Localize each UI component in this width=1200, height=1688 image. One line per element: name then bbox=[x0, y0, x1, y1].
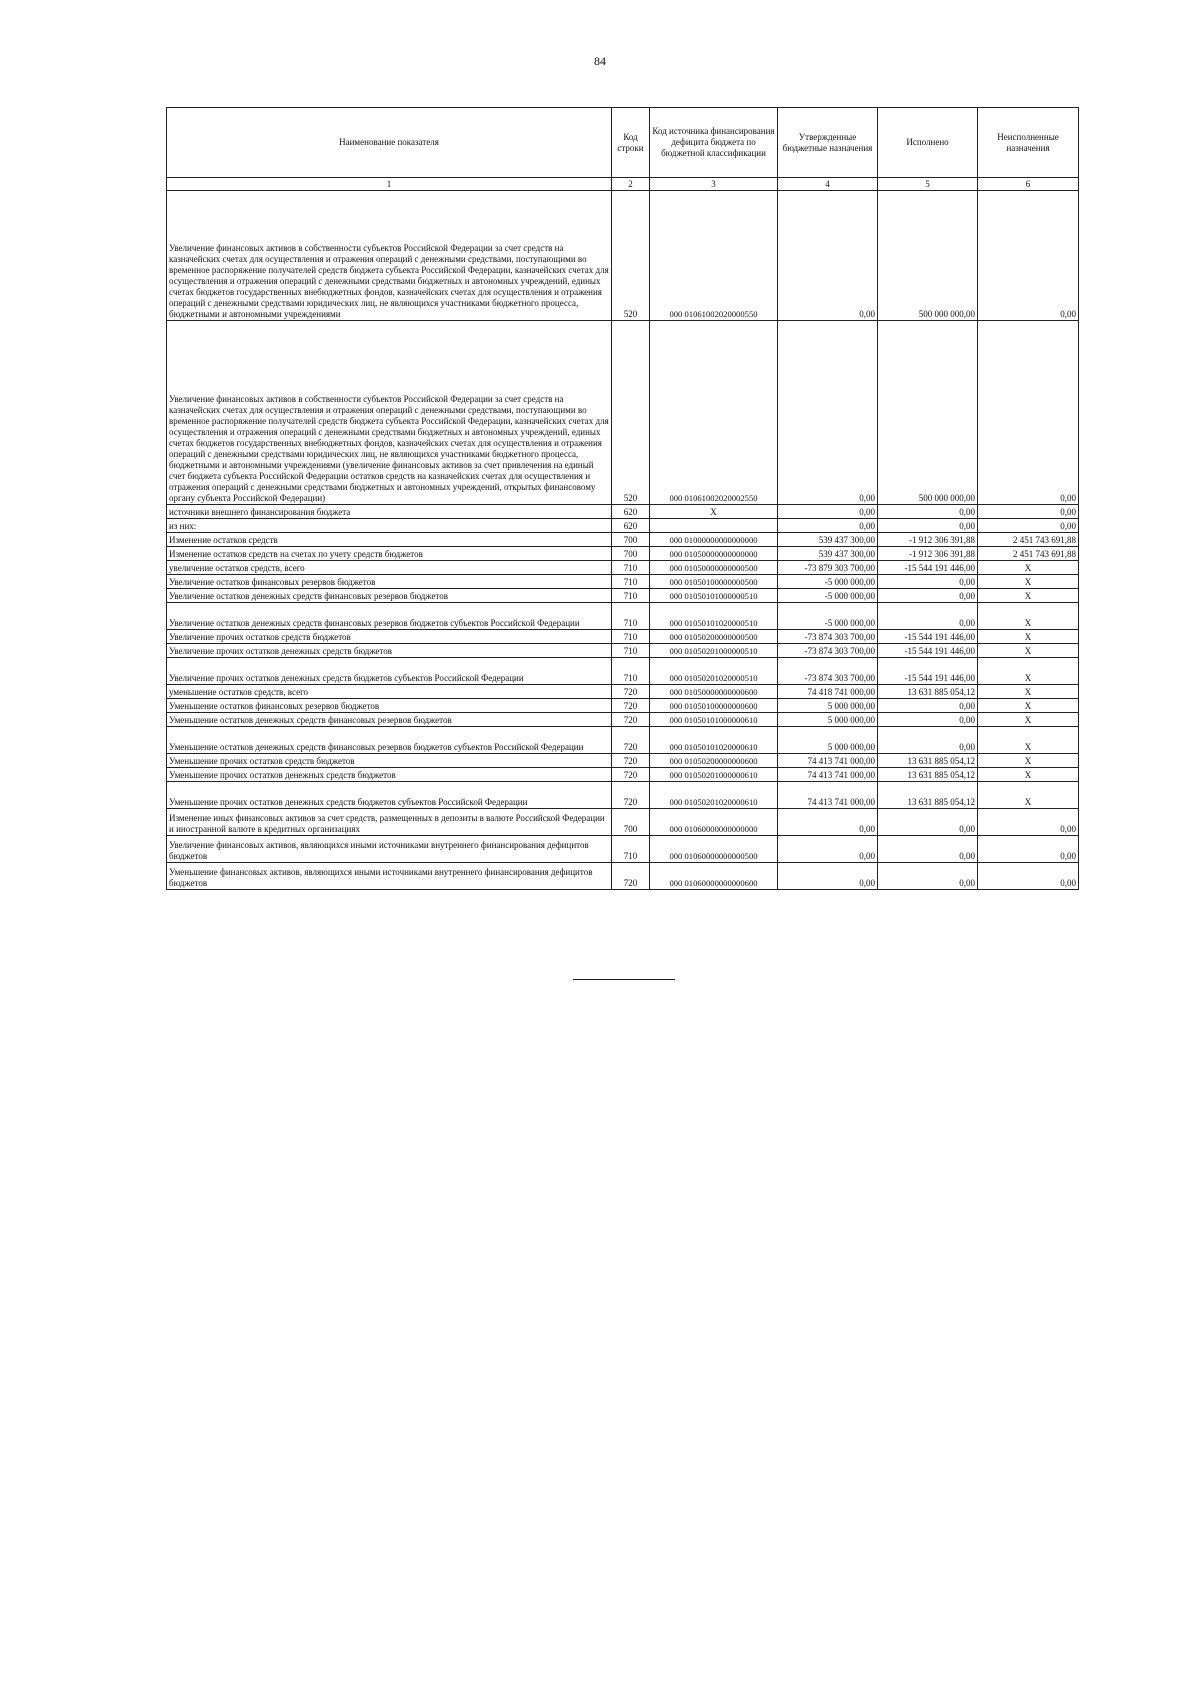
table-row bbox=[167, 768, 1079, 782]
row-source-code: 000 01050101020000610 bbox=[650, 727, 778, 754]
row-source-code: 000 01050101000000610 bbox=[650, 713, 778, 727]
column-number-row bbox=[167, 178, 1079, 191]
table-row bbox=[167, 699, 1079, 713]
row-executed: -15 544 191 446,00 bbox=[878, 630, 978, 644]
row-approved: 0,00 bbox=[778, 321, 878, 505]
row-unexecuted: 0,00 bbox=[978, 191, 1079, 321]
row-name: уменьшение остатков средств, всего bbox=[167, 685, 612, 699]
column-number: 2 bbox=[612, 178, 650, 191]
row-executed: -15 544 191 446,00 bbox=[878, 658, 978, 685]
row-name: увеличение остатков средств, всего bbox=[167, 561, 612, 575]
row-line-code: 620 bbox=[612, 505, 650, 519]
row-source-code: 000 01060000000000500 bbox=[650, 836, 778, 863]
row-executed: -15 544 191 446,00 bbox=[878, 644, 978, 658]
row-line-code: 700 bbox=[612, 533, 650, 547]
header-line-code: Код строки bbox=[612, 108, 650, 178]
footer-divider bbox=[573, 979, 675, 980]
row-executed: 500 000 000,00 bbox=[878, 321, 978, 505]
row-line-code: 710 bbox=[612, 561, 650, 575]
row-unexecuted: X bbox=[978, 575, 1079, 589]
row-name: Увеличение прочих остатков средств бюджетов bbox=[167, 630, 612, 644]
row-approved: 0,00 bbox=[778, 505, 878, 519]
sources-of-financing-table bbox=[166, 107, 1079, 890]
row-source-code: 000 01060000000000000 bbox=[650, 809, 778, 836]
row-line-code: 710 bbox=[612, 603, 650, 630]
table-row bbox=[167, 809, 1079, 836]
table-row bbox=[167, 603, 1079, 630]
row-source-code: 000 01050000000000000 bbox=[650, 547, 778, 561]
row-name: Увеличение прочих остатков денежных средств бюджетов субъектов Российской Федерации bbox=[167, 658, 612, 685]
table-row bbox=[167, 863, 1079, 890]
row-line-code: 720 bbox=[612, 699, 650, 713]
row-approved: -5 000 000,00 bbox=[778, 575, 878, 589]
header-name: Наименование показателя bbox=[167, 108, 612, 178]
row-executed: -1 912 306 391,88 bbox=[878, 547, 978, 561]
row-source-code: 000 01050201000000610 bbox=[650, 768, 778, 782]
row-approved: 539 437 300,00 bbox=[778, 547, 878, 561]
row-approved: 74 418 741 000,00 bbox=[778, 685, 878, 699]
row-line-code: 520 bbox=[612, 321, 650, 505]
row-line-code: 720 bbox=[612, 863, 650, 890]
table-row bbox=[167, 533, 1079, 547]
column-number: 1 bbox=[167, 178, 612, 191]
table-row bbox=[167, 505, 1079, 519]
row-approved: 74 413 741 000,00 bbox=[778, 782, 878, 809]
row-approved: 5 000 000,00 bbox=[778, 713, 878, 727]
row-source-code: 000 01050101020000510 bbox=[650, 603, 778, 630]
table-row bbox=[167, 630, 1079, 644]
header-executed: Исполнено bbox=[878, 108, 978, 178]
row-approved: 539 437 300,00 bbox=[778, 533, 878, 547]
row-name: Уменьшение финансовых активов, являющихся иными источниками внутреннего финансирования дефицитов бюджетов bbox=[167, 863, 612, 890]
row-unexecuted: X bbox=[978, 768, 1079, 782]
table-row bbox=[167, 575, 1079, 589]
row-source-code: 000 01000000000000000 bbox=[650, 533, 778, 547]
row-executed: 500 000 000,00 bbox=[878, 191, 978, 321]
row-approved: 74 413 741 000,00 bbox=[778, 754, 878, 768]
row-unexecuted: 0,00 bbox=[978, 321, 1079, 505]
row-executed: 0,00 bbox=[878, 727, 978, 754]
row-source-code: 000 01050201020000510 bbox=[650, 658, 778, 685]
row-executed: 0,00 bbox=[878, 836, 978, 863]
row-approved: 0,00 bbox=[778, 809, 878, 836]
row-approved: 74 413 741 000,00 bbox=[778, 768, 878, 782]
row-source-code: 000 01050100000000600 bbox=[650, 699, 778, 713]
row-line-code: 720 bbox=[612, 768, 650, 782]
table-header-row bbox=[167, 108, 1079, 178]
row-approved: 5 000 000,00 bbox=[778, 727, 878, 754]
row-line-code: 700 bbox=[612, 809, 650, 836]
row-approved: -5 000 000,00 bbox=[778, 603, 878, 630]
table-row bbox=[167, 836, 1079, 863]
row-name: Уменьшение прочих остатков денежных средств бюджетов bbox=[167, 768, 612, 782]
row-line-code: 720 bbox=[612, 727, 650, 754]
row-unexecuted: X bbox=[978, 685, 1079, 699]
row-name: Изменение остатков средств bbox=[167, 533, 612, 547]
table-row bbox=[167, 561, 1079, 575]
row-name: Уменьшение прочих остатков средств бюджетов bbox=[167, 754, 612, 768]
row-source-code: 000 01050201000000510 bbox=[650, 644, 778, 658]
row-line-code: 720 bbox=[612, 754, 650, 768]
row-approved: 0,00 bbox=[778, 519, 878, 533]
column-number: 3 bbox=[650, 178, 778, 191]
row-unexecuted: 2 451 743 691,88 bbox=[978, 533, 1079, 547]
row-executed: -15 544 191 446,00 bbox=[878, 561, 978, 575]
row-line-code: 710 bbox=[612, 658, 650, 685]
row-unexecuted: 0,00 bbox=[978, 863, 1079, 890]
row-name: из них: bbox=[167, 519, 612, 533]
row-executed: 0,00 bbox=[878, 589, 978, 603]
table-row bbox=[167, 519, 1079, 533]
row-executed: 13 631 885 054,12 bbox=[878, 782, 978, 809]
table-row bbox=[167, 713, 1079, 727]
row-unexecuted: X bbox=[978, 699, 1079, 713]
table-row bbox=[167, 658, 1079, 685]
row-source-code: 000 01061002020000550 bbox=[650, 191, 778, 321]
row-line-code: 720 bbox=[612, 782, 650, 809]
row-name: Увеличение финансовых активов в собственности субъектов Российской Федерации за счет средств на казначейских счетах для осуществления и отражения операций с денежными средствами, поступающими во временное распоряжение получателей средств бюджета субъекта Российской Федерации, казначейских счетах для осуществления и отражения операций с денежными средствами бюджетных и автономных учреждений, единых счетах бюджетов государственных внебюджетных фондов, казначейских счетах для осуществления и отражения операций с денежными средствами юридических лиц, не являющихся участниками бюджетного процесса, бюджетными и автономными учреждениями bbox=[167, 191, 612, 321]
row-source-code: 000 01060000000000600 bbox=[650, 863, 778, 890]
row-name: Увеличение финансовых активов, являющихся иными источниками внутреннего финансирования дефицитов бюджетов bbox=[167, 836, 612, 863]
row-unexecuted: 0,00 bbox=[978, 809, 1079, 836]
table-row bbox=[167, 727, 1079, 754]
column-number: 4 bbox=[778, 178, 878, 191]
row-line-code: 710 bbox=[612, 575, 650, 589]
row-executed: 0,00 bbox=[878, 713, 978, 727]
row-source-code: 000 01050100000000500 bbox=[650, 575, 778, 589]
row-executed: 0,00 bbox=[878, 505, 978, 519]
row-unexecuted: X bbox=[978, 754, 1079, 768]
row-approved: 0,00 bbox=[778, 863, 878, 890]
row-unexecuted: X bbox=[978, 644, 1079, 658]
row-source-code: 000 01050000000000500 bbox=[650, 561, 778, 575]
row-source-code: 000 01050101000000510 bbox=[650, 589, 778, 603]
row-executed: 0,00 bbox=[878, 863, 978, 890]
row-line-code: 710 bbox=[612, 836, 650, 863]
row-line-code: 620 bbox=[612, 519, 650, 533]
row-source-code: 000 01050201020000610 bbox=[650, 782, 778, 809]
row-name: Увеличение остатков денежных средств финансовых резервов бюджетов bbox=[167, 589, 612, 603]
row-executed: 0,00 bbox=[878, 603, 978, 630]
row-line-code: 720 bbox=[612, 685, 650, 699]
row-approved: -73 874 303 700,00 bbox=[778, 658, 878, 685]
row-source-code: 000 01050000000000600 bbox=[650, 685, 778, 699]
row-line-code: 720 bbox=[612, 713, 650, 727]
row-name: Уменьшение остатков финансовых резервов бюджетов bbox=[167, 699, 612, 713]
row-line-code: 710 bbox=[612, 644, 650, 658]
row-line-code: 710 bbox=[612, 589, 650, 603]
row-source-code: X bbox=[650, 505, 778, 519]
column-number: 5 bbox=[878, 178, 978, 191]
row-name: Уменьшение остатков денежных средств финансовых резервов бюджетов субъектов Российской Федерации bbox=[167, 727, 612, 754]
column-number: 6 bbox=[978, 178, 1079, 191]
row-line-code: 520 bbox=[612, 191, 650, 321]
row-line-code: 710 bbox=[612, 630, 650, 644]
row-source-code bbox=[650, 519, 778, 533]
row-name: Уменьшение остатков денежных средств финансовых резервов бюджетов bbox=[167, 713, 612, 727]
header-approved: Утвержденные бюджетные назначения bbox=[778, 108, 878, 178]
row-unexecuted: X bbox=[978, 561, 1079, 575]
row-approved: -73 874 303 700,00 bbox=[778, 644, 878, 658]
row-unexecuted: X bbox=[978, 589, 1079, 603]
row-unexecuted: X bbox=[978, 727, 1079, 754]
row-executed: 0,00 bbox=[878, 809, 978, 836]
page-number: 84 bbox=[594, 54, 606, 68]
row-executed: 0,00 bbox=[878, 699, 978, 713]
row-executed: 13 631 885 054,12 bbox=[878, 754, 978, 768]
row-name: Увеличение остатков денежных средств финансовых резервов бюджетов субъектов Российской Федерации bbox=[167, 603, 612, 630]
table-row bbox=[167, 321, 1079, 505]
row-unexecuted: 0,00 bbox=[978, 836, 1079, 863]
row-unexecuted: 2 451 743 691,88 bbox=[978, 547, 1079, 561]
row-approved: 0,00 bbox=[778, 836, 878, 863]
row-name: источники внешнего финансирования бюджета bbox=[167, 505, 612, 519]
row-executed: 13 631 885 054,12 bbox=[878, 685, 978, 699]
table-row bbox=[167, 644, 1079, 658]
row-approved: -5 000 000,00 bbox=[778, 589, 878, 603]
row-unexecuted: X bbox=[978, 782, 1079, 809]
table-row bbox=[167, 685, 1079, 699]
row-approved: -73 874 303 700,00 bbox=[778, 630, 878, 644]
header-source-code: Код источника финансирования дефицита бюджета по бюджетной классификации bbox=[650, 108, 778, 178]
row-unexecuted: X bbox=[978, 630, 1079, 644]
row-approved: 0,00 bbox=[778, 191, 878, 321]
table-row bbox=[167, 191, 1079, 321]
row-name: Увеличение финансовых активов в собственности субъектов Российской Федерации за счет средств на казначейских счетах для осуществления и отражения операций с денежными средствами, поступающими во временное распоряжение получателей средств бюджета субъекта Российской Федерации, казначейских счетах для осуществления и отражения операций с денежными средствами бюджетных и автономных учреждений, единых счетах бюджетов государственных внебюджетных фондов, казначейских счетах для осуществления и отражения операций с денежными средствами юридических лиц, не являющихся участниками бюджетного процесса, бюджетными и автономными учреждениями (увеличение финансовых активов за счет привлечения на единый счет бюджета субъекта Российской Федерации остатков средств на казначейских счетах для осуществления и отражения операций с денежными средствами бюджетных и автономных учреждений, открытых финансовому органу субъекта Российской Федерации) bbox=[167, 321, 612, 505]
row-unexecuted: X bbox=[978, 713, 1079, 727]
row-executed: 13 631 885 054,12 bbox=[878, 768, 978, 782]
table-row bbox=[167, 754, 1079, 768]
row-name: Увеличение остатков финансовых резервов бюджетов bbox=[167, 575, 612, 589]
header-unexecuted: Неисполненные назначения bbox=[978, 108, 1079, 178]
row-name: Увеличение прочих остатков денежных средств бюджетов bbox=[167, 644, 612, 658]
row-name: Изменение иных финансовых активов за счет средств, размещенных в депозиты в валюте Российской Федерации и иностранной валюте в кредитных организациях bbox=[167, 809, 612, 836]
row-name: Изменение остатков средств на счетах по учету средств бюджетов bbox=[167, 547, 612, 561]
row-source-code: 000 01050200000000500 bbox=[650, 630, 778, 644]
table-row bbox=[167, 547, 1079, 561]
row-executed: 0,00 bbox=[878, 519, 978, 533]
table-row bbox=[167, 589, 1079, 603]
row-unexecuted: 0,00 bbox=[978, 505, 1079, 519]
table-row bbox=[167, 782, 1079, 809]
row-line-code: 700 bbox=[612, 547, 650, 561]
row-approved: 5 000 000,00 bbox=[778, 699, 878, 713]
row-executed: -1 912 306 391,88 bbox=[878, 533, 978, 547]
row-unexecuted: X bbox=[978, 658, 1079, 685]
row-source-code: 000 01061002020002550 bbox=[650, 321, 778, 505]
row-unexecuted: 0,00 bbox=[978, 519, 1079, 533]
row-name: Уменьшение прочих остатков денежных средств бюджетов субъектов Российской Федерации bbox=[167, 782, 612, 809]
row-unexecuted: X bbox=[978, 603, 1079, 630]
row-executed: 0,00 bbox=[878, 575, 978, 589]
row-approved: -73 879 303 700,00 bbox=[778, 561, 878, 575]
row-source-code: 000 01050200000000600 bbox=[650, 754, 778, 768]
